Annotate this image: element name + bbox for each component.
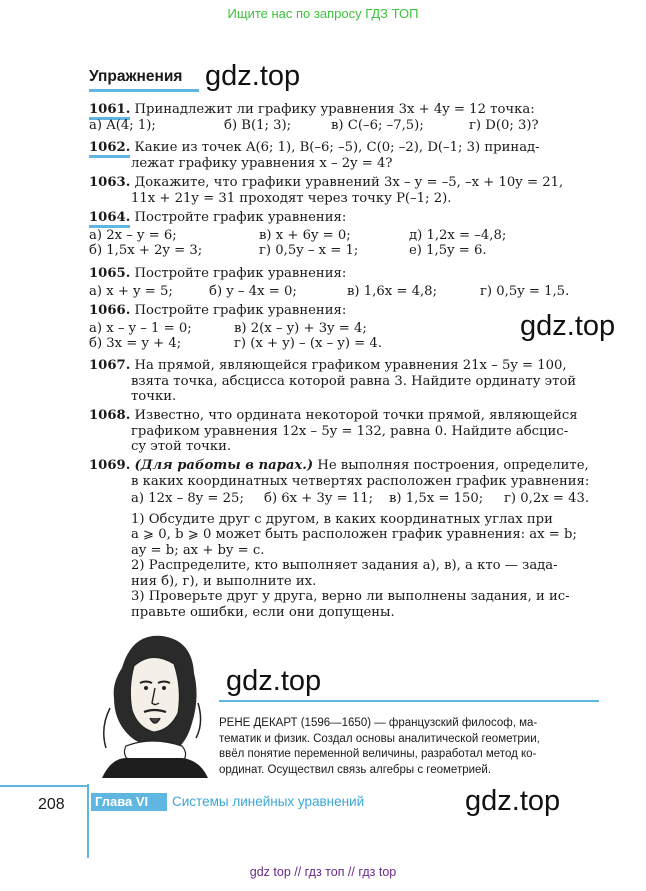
option: г) (x + y) – (x – y) = 4.	[234, 336, 383, 351]
option: е) 1,5y = 6.	[409, 243, 487, 258]
exercise-number: 1069.	[89, 458, 131, 473]
task-text: 1) Обсудите друг с другом, в каких координатных углах при	[131, 511, 553, 527]
exercise-text: в каких координатных четвертях расположен график уравнения:	[131, 473, 590, 489]
watermark: gdz.top	[226, 665, 322, 697]
top-banner: Ищите нас по запросу ГДЗ ТОП	[227, 6, 419, 21]
bio-line: ввёл понятие переменной величины, разработал метод ко-	[219, 748, 537, 760]
option: в) 1,5x = 150;	[389, 491, 484, 506]
task-text: 2) Распределите, кто выполняет задания а), в), а кто — зада-	[131, 558, 558, 573]
exercise-text: 11x + 21y = 31 проходят через точку P(–1; 2).	[131, 190, 452, 206]
option: в) 2(x – y) + 3y = 4;	[234, 320, 367, 336]
footer-watermark: gdz top // гдз топ // гдз top	[249, 865, 397, 879]
exercise-number: 1068.	[89, 408, 131, 423]
option: д) 1,2x = –4,8;	[409, 227, 507, 243]
chapter-title: Системы линейных уравнений	[172, 794, 365, 809]
exercise-1066	[89, 303, 609, 352]
exercise-text: взята точка, абсцисса которой равна 3. Найдите ординату этой	[131, 373, 577, 389]
exercise-1068	[89, 408, 609, 455]
exercise-number: 1066.	[89, 303, 131, 318]
page-rule	[0, 785, 89, 787]
option: а) 2x – y = 6;	[89, 227, 177, 243]
option: б) 6x + 3y = 11;	[264, 491, 374, 506]
exercise-number: 1067.	[89, 358, 131, 373]
option: в) C(–6; –7,5);	[331, 117, 424, 133]
option: б) y – 4x = 0;	[209, 283, 297, 299]
bio-line: РЕНЕ ДЕКАРТ (1596—1650) — французский философ, ма-	[219, 717, 538, 729]
descartes-portrait	[92, 628, 210, 778]
exercise-text: На прямой, являющейся графиком уравнения 21x – 5y = 100,	[134, 358, 567, 373]
exercise-text: Постройте график уравнения:	[134, 266, 347, 281]
descartes-bio	[219, 716, 603, 778]
exercise-1067	[89, 358, 609, 405]
option: а) x – y – 1 = 0;	[89, 320, 192, 336]
margin-rule	[87, 784, 89, 858]
task-text: a ⩾ 0, b ⩾ 0 может быть расположен график уравнения: ax = b;	[131, 527, 577, 542]
bio-rule	[219, 700, 599, 702]
option: а) 12x – 8y = 25;	[131, 491, 244, 506]
option: б) 1,5x + 2y = 3;	[89, 243, 203, 258]
task-text: правьте ошибки, если они допущены.	[131, 604, 395, 620]
exercise-text: Постройте график уравнения:	[134, 210, 347, 225]
task-text: ния б), г), и выполните их.	[131, 573, 317, 589]
watermark: gdz.top	[465, 785, 561, 817]
option: г) D(0; 3)?	[469, 117, 539, 133]
exercise-text: Известно, что ордината некоторой точки прямой, являющейся	[134, 408, 578, 423]
exercise-number: 1065.	[89, 266, 131, 281]
page-number: 208	[38, 796, 65, 813]
exercise-text: су этой точки.	[131, 439, 232, 454]
option: г) 0,5y = 1,5.	[480, 283, 570, 299]
option: б) 3x = y + 4;	[89, 336, 182, 351]
option: г) 0,5y – x = 1;	[259, 243, 359, 258]
exercise-text: лежат графику уравнения x – 2y = 4?	[131, 155, 393, 171]
exercise-1064	[89, 210, 609, 259]
exercise-text: Докажите, что графики уравнений 3x – y = –5, –x + 10y = 21,	[134, 175, 564, 190]
exercise-text: Какие из точек A(6; 1), B(–6; –5), C(0; –2), D(–1; 3) принад-	[134, 140, 540, 155]
exercise-1061	[89, 102, 609, 133]
option: г) 0,2x = 43.	[504, 491, 590, 506]
exercise-text: Постройте график уравнения:	[134, 303, 347, 318]
section-underline	[89, 89, 199, 92]
bio-line: ординат. Осуществил связь алгебры с геометрией.	[219, 763, 492, 776]
exercise-text: точки.	[131, 389, 177, 404]
exercise-1062	[89, 140, 609, 171]
exercise-number: 1061.	[89, 102, 130, 120]
exercise-1063	[89, 175, 609, 206]
option: в) 1,6x = 4,8;	[347, 283, 438, 299]
option: б) B(1; 3);	[224, 117, 292, 133]
task-text: ay = b; ax + by = c.	[131, 542, 265, 558]
option: а) A(4; 1);	[89, 117, 156, 133]
exercise-number: 1062.	[89, 140, 130, 158]
chapter-label: Глава VI	[91, 793, 167, 811]
option: в) x + 6y = 0;	[259, 227, 351, 243]
exercise-1069	[89, 458, 609, 620]
option: а) x + y = 5;	[89, 283, 173, 299]
exercise-text: Принадлежит ли графику уравнения 3x + 4y = 12 точка:	[134, 102, 535, 117]
task-text: 3) Проверьте друг у друга, верно ли выполнены задания, и ис-	[131, 589, 570, 604]
exercise-text: графиком уравнения 12x – 5y = 132, равна 0. Найдите абсцис-	[131, 423, 569, 439]
exercise-text: Не выполняя построения, определите,	[317, 458, 589, 473]
watermark: gdz.top	[520, 310, 616, 342]
bio-line: тематик и физик. Создал основы аналитической геометрии,	[219, 732, 540, 745]
exercise-number: 1063.	[89, 175, 131, 190]
watermark: gdz.top	[205, 60, 301, 92]
pair-work-note: (Для работы в парах.)	[134, 458, 314, 473]
exercise-number: 1064.	[89, 210, 130, 228]
section-title: Упражнения	[89, 68, 183, 85]
exercise-1065	[89, 266, 609, 299]
